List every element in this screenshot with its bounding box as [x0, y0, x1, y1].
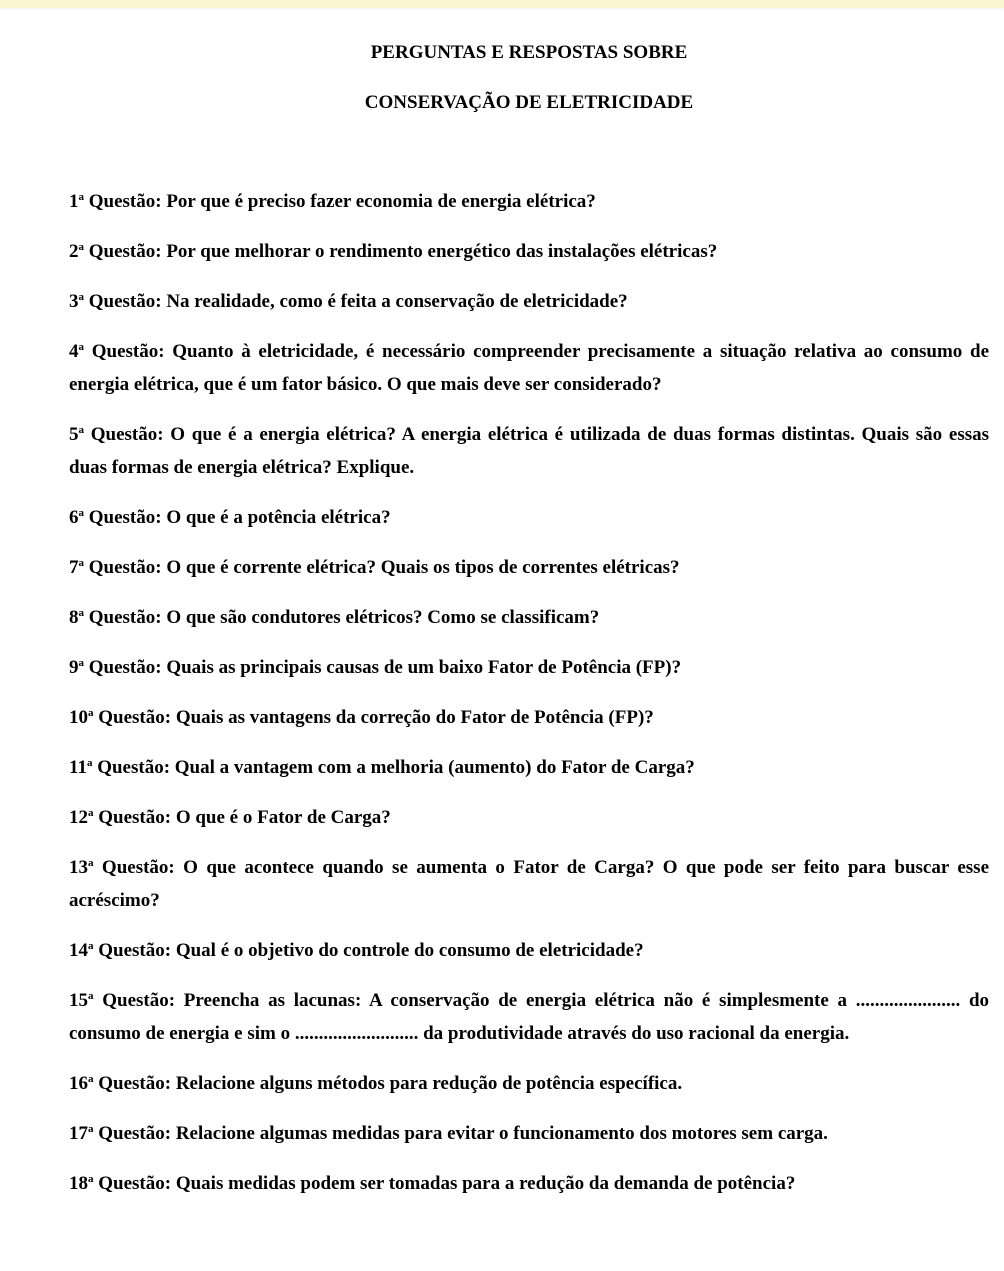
question-13: 13$^a$ Questão: O que acontece quando se aumenta o Fator de Carga? O que pode ser feito para buscar esse acréscimo? [69, 857, 990, 911]
question-7: 7$^a$ Questão: O que é corrente elétrica? Quais os tipos de correntes elétricas? [69, 557, 680, 578]
title-line-1: PERGUNTAS E RESPOSTAS SOBRE [370, 42, 688, 63]
question-9: 9$^a$ Questão: Quais as principais causas de um baixo Fator de Potência (FP)? [69, 657, 682, 678]
question-list [69, 185, 989, 1217]
question-15: 15$^a$ Questão: Preencha as lacunas: A conservação de energia elétrica não é simplesmente a ...................... do consumo de energia e sim o .......................... da produtividade através do uso racional da energia. [69, 990, 990, 1044]
question-8: 8$^a$ Questão: O que são condutores elétricos? Como se classificam? [69, 607, 600, 628]
question-5: 5$^a$ Questão: O que é a energia elétrica? A energia elétrica é utilizada de duas formas distintas. Quais são essas duas formas de energia elétrica? Explique. [69, 424, 989, 478]
question-3: 3$^a$ Questão: Na realidade, como é feita a conservação de eletricidade? [69, 291, 628, 312]
top-highlight-strip [0, 0, 1004, 8]
question-4: 4$^a$ Questão: Quanto à eletricidade, é necessário compreender precisamente a situação relativa ao consumo de energia elétrica, que é um fator básico. O que mais deve ser considerado? [69, 341, 990, 395]
question-10: 10$^a$ Questão: Quais as vantagens da correção do Fator de Potência (FP)? [69, 707, 654, 728]
question-14: 14$^a$ Questão: Qual é o objetivo do controle do consumo de eletricidade? [69, 940, 644, 961]
question-16: 16$^a$ Questão: Relacione alguns métodos para redução de potência específica. [69, 1073, 683, 1094]
question-17: 17$^a$ Questão: Relacione algumas medidas para evitar o funcionamento dos motores sem carga. [69, 1123, 828, 1144]
question-18: 18$^a$ Questão: Quais medidas podem ser tomadas para a redução da demanda de potência? [69, 1173, 796, 1194]
question-6: 6$^a$ Questão: O que é a potência elétrica? [69, 507, 391, 528]
document-title [69, 39, 989, 117]
question-12: 12$^a$ Questão: O que é o Fator de Carga? [69, 807, 391, 828]
question-11: 11$^a$ Questão: Qual a vantagem com a melhoria (aumento) do Fator de Carga? [69, 757, 695, 778]
question-2: 2$^a$ Questão: Por que melhorar o rendimento energético das instalações elétricas? [69, 241, 718, 262]
question-1: 1$^a$ Questão: Por que é preciso fazer economia de energia elétrica? [69, 191, 596, 212]
title-line-2: CONSERVAÇÃO DE ELETRICIDADE [364, 92, 694, 113]
